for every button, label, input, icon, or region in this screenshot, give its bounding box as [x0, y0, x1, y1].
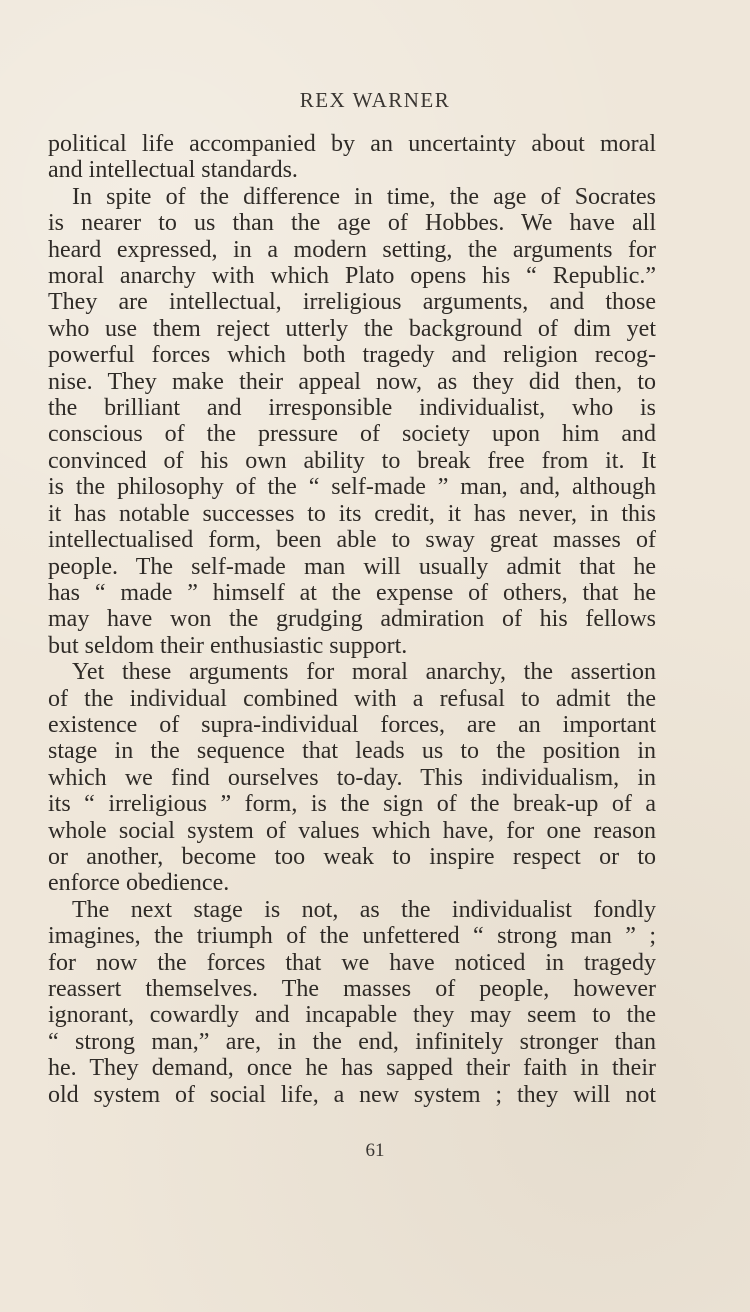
text-line: existence of supra-individual forces, are an important	[48, 711, 656, 738]
text-line: may have won the grudging admiration of his fellows	[48, 606, 656, 633]
paragraph-3	[48, 659, 656, 897]
text-line: which we find ourselves to-day. This individualism, in	[48, 764, 656, 791]
text-line: and intellectual standards.	[48, 157, 298, 184]
text-line: intellectualised form, been able to sway great masses of	[48, 527, 656, 554]
text-line: imagines, the triumph of the unfettered “ strong man ” ;	[48, 923, 656, 950]
text-line: is nearer to us than the age of Hobbes. We have all	[48, 210, 656, 237]
paragraph-1	[48, 131, 656, 184]
text-line: nise. They make their appeal now, as they did then, to	[48, 368, 656, 395]
text-line: The next stage is not, as the individualist fondly	[72, 896, 656, 923]
text-line: whole social system of values which have, for one reason	[48, 817, 656, 844]
text-line: or another, become too weak to inspire respect or to	[48, 843, 656, 870]
text-line: for now the forces that we have noticed in tragedy	[48, 949, 656, 976]
text-line: conscious of the pressure of society upon him and	[48, 421, 656, 448]
text-line: is the philosophy of the “ self-made ” man, and, although	[48, 474, 656, 501]
text-line: of the individual combined with a refusal to admit the	[48, 685, 656, 712]
text-line: Yet these arguments for moral anarchy, the assertion	[72, 659, 656, 686]
text-line: heard expressed, in a modern setting, the arguments for	[48, 236, 656, 263]
text-line: but seldom their enthusiastic support.	[48, 632, 408, 659]
text-line: They are intellectual, irreligious arguments, and those	[48, 289, 656, 316]
text-line: convinced of his own ability to break free from it. It	[48, 447, 656, 474]
text-line: moral anarchy with which Plato opens his “ Republic.”	[48, 263, 656, 290]
paragraph-4	[48, 897, 656, 1108]
paragraph-2	[48, 184, 656, 659]
text-line: enforce obedience.	[48, 870, 230, 897]
text-line: reassert themselves. The masses of people, however	[48, 976, 656, 1002]
text-line: ignorant, cowardly and incapable they may seem to the	[48, 1002, 656, 1029]
text-line: has “ made ” himself at the expense of others, that he	[48, 579, 656, 606]
text-line: old system of social life, a new system ; they will not	[48, 1081, 656, 1108]
text-line: powerful forces which both tragedy and religion recog-	[48, 342, 656, 369]
text-line: people. The self-made man will usually admit that he	[48, 553, 656, 580]
text-line: its “ irreligious ” form, is the sign of the break-up of a	[48, 791, 656, 818]
text-line: In spite of the difference in time, the age of Socrates	[72, 183, 656, 210]
page-number: 61	[365, 1140, 385, 1161]
text-line: it has notable successes to its credit, it has never, in this	[48, 500, 656, 527]
text-line: “ strong man,” are, in the end, infinitely stronger than	[48, 1028, 656, 1055]
text-line: stage in the sequence that leads us to the position in	[48, 738, 656, 765]
body-text	[48, 131, 656, 1108]
text-line: who use them reject utterly the background of dim yet	[48, 315, 656, 342]
text-line: political life accompanied by an uncertainty about moral	[48, 131, 656, 157]
text-line: he. They demand, once he has sapped their faith in their	[48, 1055, 656, 1082]
text-line: the brilliant and irresponsible individualist, who is	[48, 395, 656, 422]
running-head: REX WARNER	[299, 88, 451, 112]
